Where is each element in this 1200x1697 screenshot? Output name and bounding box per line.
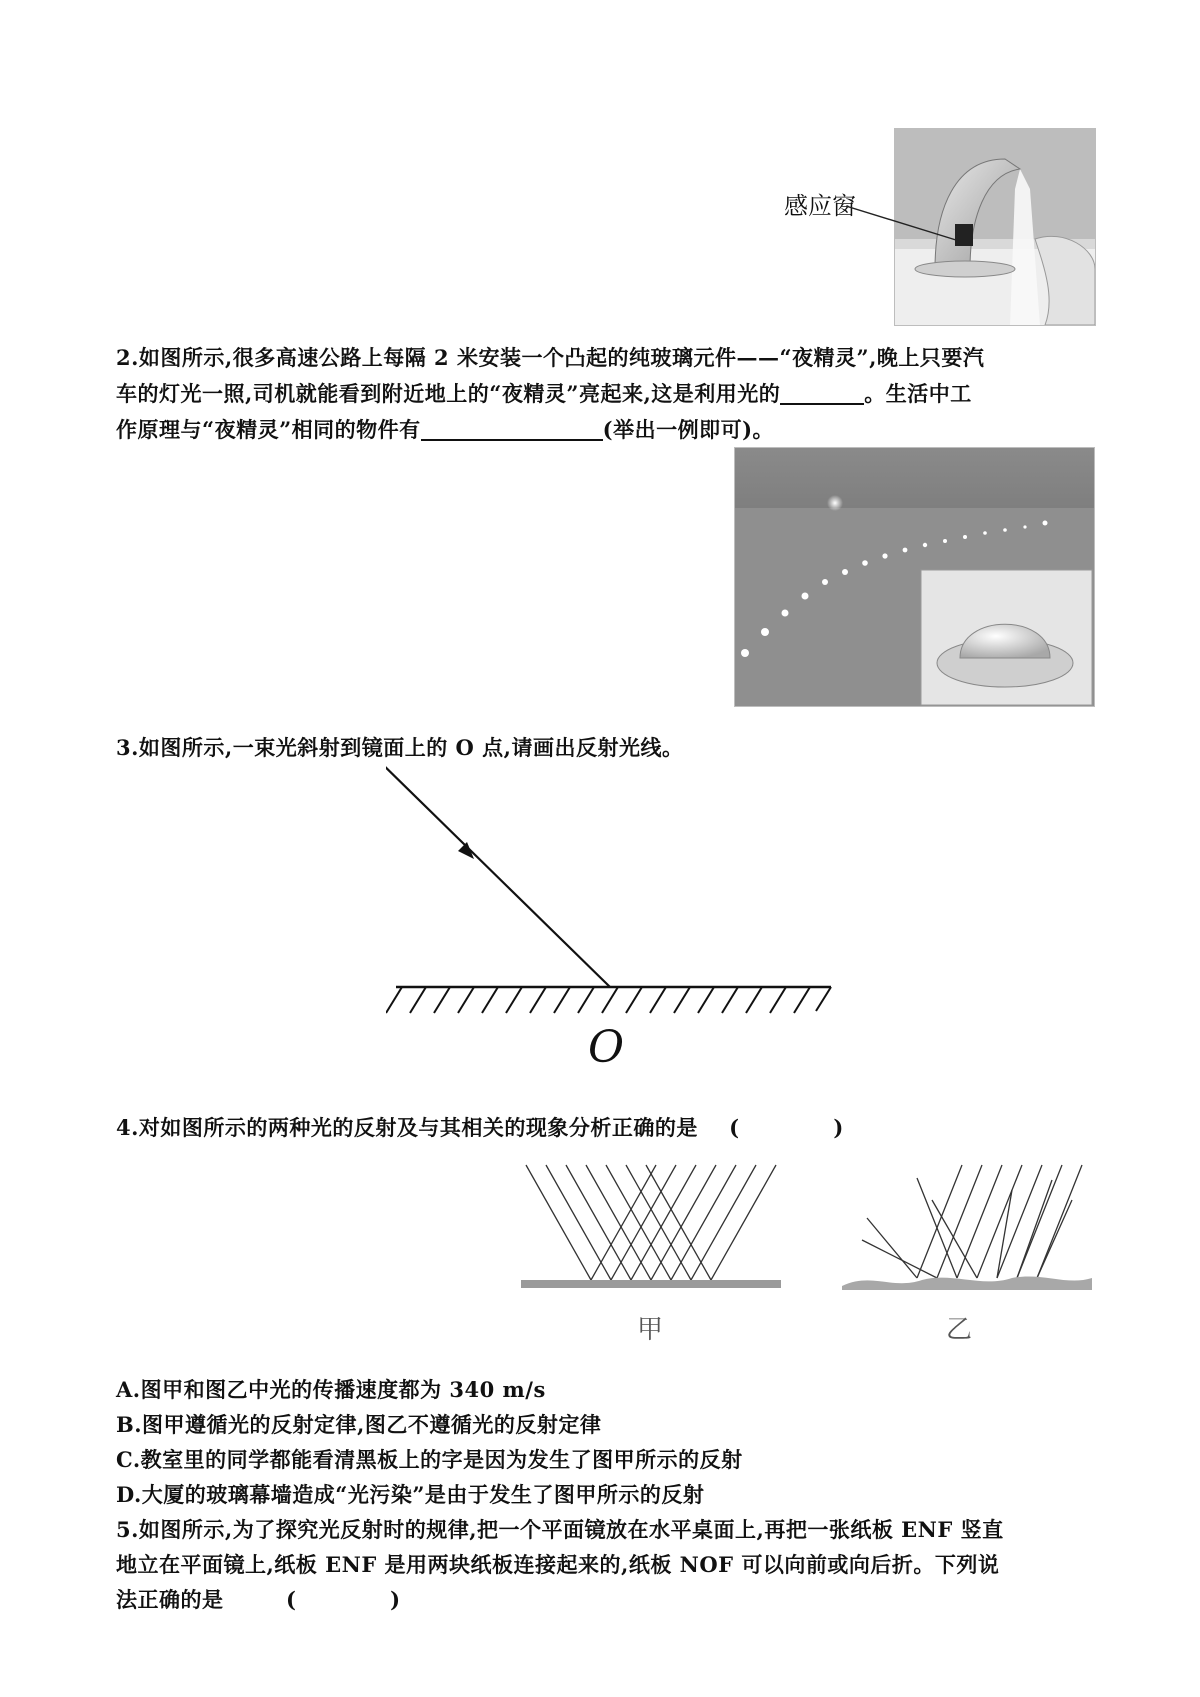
q3-text: 3.如图所示,一束光斜射到镜面上的 O 点,请画出反射光线。	[116, 735, 684, 760]
q5-line3-text: 法正确的是	[116, 1587, 224, 1612]
q4-option-a[interactable]: A.图甲和图乙中光的传播速度都为 340 m/s	[116, 1377, 546, 1402]
faucet-pointer-line	[846, 200, 976, 250]
night-road-photo	[734, 447, 1095, 707]
q4-option-c[interactable]: C.教室里的同学都能看清黑板上的字是因为发生了图甲所示的反射	[116, 1447, 743, 1472]
incident-ray	[386, 755, 610, 987]
q2-blank-1[interactable]	[780, 381, 864, 405]
q5-line2: 地立在平面镜上,纸板 ENF 是用两块纸板连接起来的,纸板 NOF 可以向前或向后折。下列说	[116, 1552, 1000, 1577]
q2-line3-text-b: (举出一例即可)。	[602, 417, 775, 442]
diffuse-reflection-diagram	[842, 1160, 1092, 1290]
fig-yi-label: 乙	[946, 1315, 973, 1345]
q4-option-b[interactable]: B.图甲遵循光的反射定律,图乙不遵循光的反射定律	[116, 1412, 602, 1437]
q2-line2-text-a: 车的灯光一照,司机就能看到附近地上的“夜精灵”亮起来,这是利用光的	[116, 381, 781, 406]
q4-stem-line	[116, 1113, 844, 1143]
specular-reflection-diagram	[521, 1160, 781, 1290]
fig-jia-label: 甲	[637, 1315, 664, 1345]
faucet-label: 感应窗	[784, 192, 856, 220]
mirror-hatching	[386, 987, 831, 1013]
q2-line3	[116, 415, 774, 445]
q5-line1: 5.如图所示,为了探究光反射时的规律,把一个平面镜放在水平桌面上,再把一张纸板 ENF 竖直	[116, 1517, 1004, 1542]
point-o-label: O	[588, 1022, 625, 1073]
q4-stem: 4.对如图所示的两种光的反射及与其相关的现象分析正确的是	[116, 1115, 698, 1140]
q2-line2	[116, 379, 972, 409]
q2-line1: 2.如图所示,很多高速公路上每隔 2 米安装一个凸起的纯玻璃元件——“夜精灵”,晚上只要汽	[116, 345, 985, 370]
q2-line3-text-a: 作原理与“夜精灵”相同的物件有	[116, 417, 421, 442]
q2-line2-text-b: 。生活中工	[864, 381, 972, 406]
road-studs-illustration	[735, 448, 1094, 706]
q5-line3	[116, 1585, 401, 1615]
q4-option-d[interactable]: D.大厦的玻璃幕墙造成“光污染”是由于发生了图甲所示的反射	[116, 1482, 705, 1507]
q2-blank-2[interactable]	[421, 417, 603, 441]
q4-answer-paren[interactable]: ( )	[729, 1115, 844, 1140]
q5-answer-paren[interactable]: ( )	[286, 1587, 401, 1612]
